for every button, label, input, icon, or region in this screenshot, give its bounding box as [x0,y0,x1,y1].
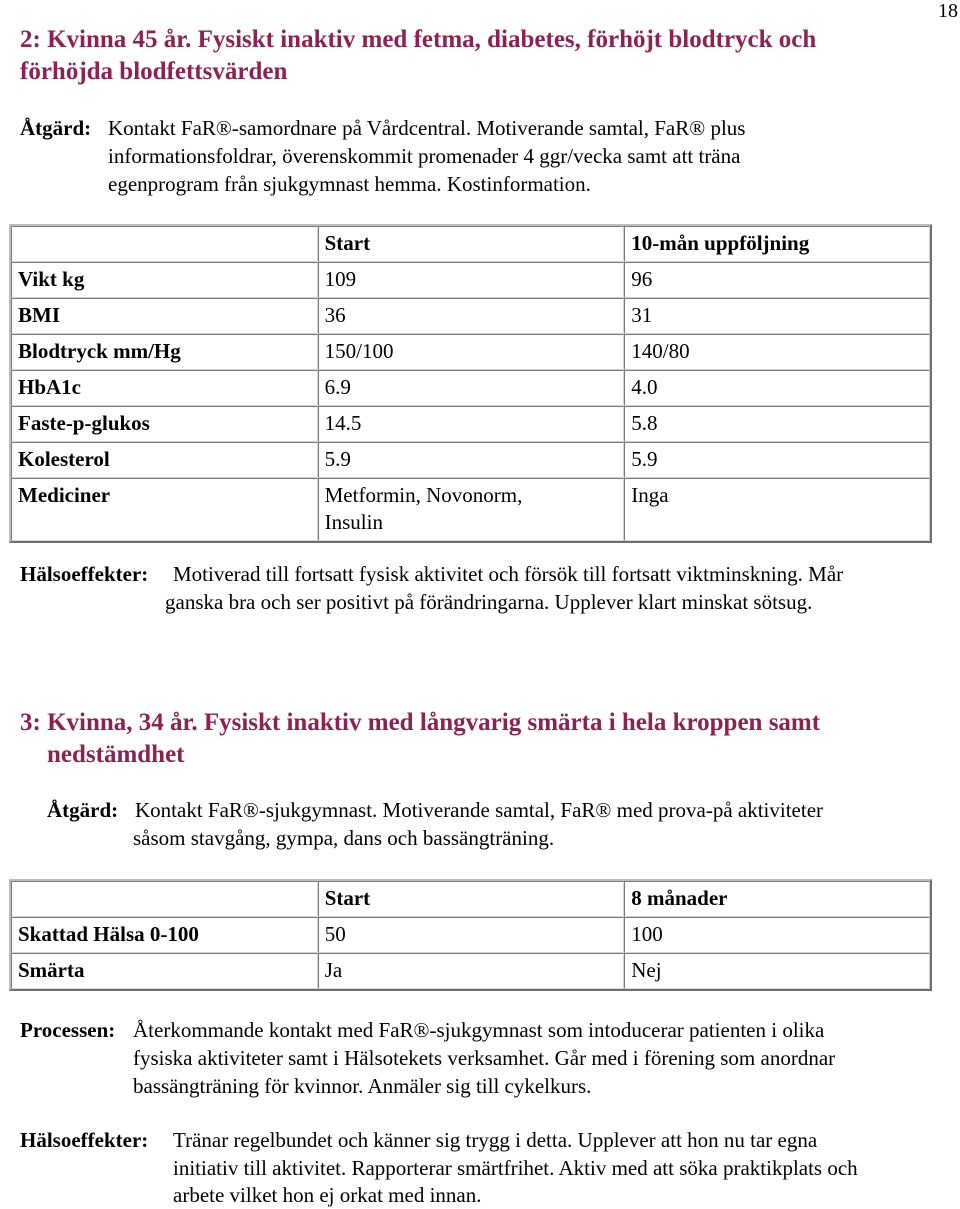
cell-start: 50 [318,917,625,953]
cell-start: 36 [318,298,625,334]
case2-table [9,224,932,543]
row-label: Skattad Hälsa 0-100 [11,917,318,953]
case2-atgard-line2: informationsfoldrar, överenskommit promenader 4 ggr/vecka samt att träna [108,144,741,168]
table-header-cell [11,226,318,262]
case2-halso-line1: Motiverad till fortsatt fysisk aktivitet och försök till fortsatt viktminskning. Mår [173,562,844,586]
case3-atgard-line2: såsom stavgång, gympa, dans och bassängträning. [133,826,555,850]
cell-start: 150/100 [318,334,625,370]
table-row [11,478,930,541]
case2-heading-line2: förhöjda blodfettsvärden [20,58,288,85]
cell-followup: 140/80 [624,334,930,370]
page-number: 18 [938,0,958,22]
cell-start: 6.9 [318,370,625,406]
row-label: Faste-p-glukos [11,406,318,442]
row-label: Vikt kg [11,262,318,298]
cell-start [318,478,625,541]
case3-atgard-line1: Kontakt FaR®-sjukgymnast. Motiverande samtal, FaR® med prova-på aktiviteter [135,798,824,822]
table-row [11,953,930,989]
cell-followup: 96 [624,262,930,298]
cell-start: 14.5 [318,406,625,442]
case3-halso-line3: arbete vilket hon ej orkat med innan. [173,1183,482,1207]
table-header-cell: 8 månader [624,881,930,917]
case3-process-line2: fysiska aktiviteter samt i Hälsotekets verksamhet. Går med i förening som anordnar [133,1046,836,1070]
row-label: Mediciner [11,478,318,541]
row-label: Smärta [11,953,318,989]
case2-atgard-line3: egenprogram från sjukgymnast hemma. Kostinformation. [108,172,591,196]
table-row [11,334,930,370]
case2-atgard-label: Åtgärd: [20,116,92,140]
case2-halso-line2: ganska bra och ser positivt på förändringarna. Upplever klart minskat sötsug. [165,590,813,614]
case3-table [9,879,932,991]
row-label: Kolesterol [11,442,318,478]
table-row [11,917,930,953]
case2-heading-line1: 2: Kvinna 45 år. Fysiskt inaktiv med fetma, diabetes, förhöjt blodtryck och [20,26,817,53]
cell-start: 5.9 [318,442,625,478]
table-header-cell: Start [318,881,625,917]
table-header-row [11,226,930,262]
row-label: BMI [11,298,318,334]
row-label: Blodtryck mm/Hg [11,334,318,370]
cell-followup: Inga [624,478,930,541]
table-header-cell: 10-mån uppföljning [624,226,930,262]
table-row [11,406,930,442]
case2-atgard-line1: Kontakt FaR®-samordnare på Vårdcentral. Motiverande samtal, FaR® plus [108,116,746,140]
case2-halso-label: Hälsoeffekter: [20,562,149,586]
table-row [11,298,930,334]
table-row [11,442,930,478]
cell-followup: 100 [624,917,930,953]
cell-followup: 31 [624,298,930,334]
cell-followup: Nej [624,953,930,989]
cell-start-line2: Insulin [324,510,383,534]
table-header-cell [11,881,318,917]
case3-halso-line1: Tränar regelbundet och känner sig trygg i detta. Upplever att hon nu tar egna [173,1128,818,1152]
case3-process-line1: Återkommande kontakt med FaR®-sjukgymnast som intoducerar patienten i olika [133,1018,825,1042]
cell-start-line1: Metformin, Novonorm, [324,483,523,507]
table-header-row [11,881,930,917]
table-row [11,370,930,406]
case3-halso-line2: initiativ till aktivitet. Rapporterar smärtfrihet. Aktiv med att söka praktikplats och [173,1156,858,1180]
case3-process-line3: bassängträning för kvinnor. Anmäler sig till cykelkurs. [133,1074,592,1098]
cell-start: Ja [318,953,625,989]
table-row [11,262,930,298]
row-label: HbA1c [11,370,318,406]
case3-atgard-label: Åtgärd: [47,798,119,822]
cell-followup: 5.9 [624,442,930,478]
cell-followup: 4.0 [624,370,930,406]
case3-heading-line2: nedstämdhet [47,741,185,768]
table-header-cell: Start [318,226,625,262]
cell-start: 109 [318,262,625,298]
case3-halso-label: Hälsoeffekter: [20,1128,149,1152]
case3-heading-line1: 3: Kvinna, 34 år. Fysiskt inaktiv med långvarig smärta i hela kroppen samt [20,709,821,736]
case3-process-label: Processen: [20,1018,116,1042]
cell-followup: 5.8 [624,406,930,442]
